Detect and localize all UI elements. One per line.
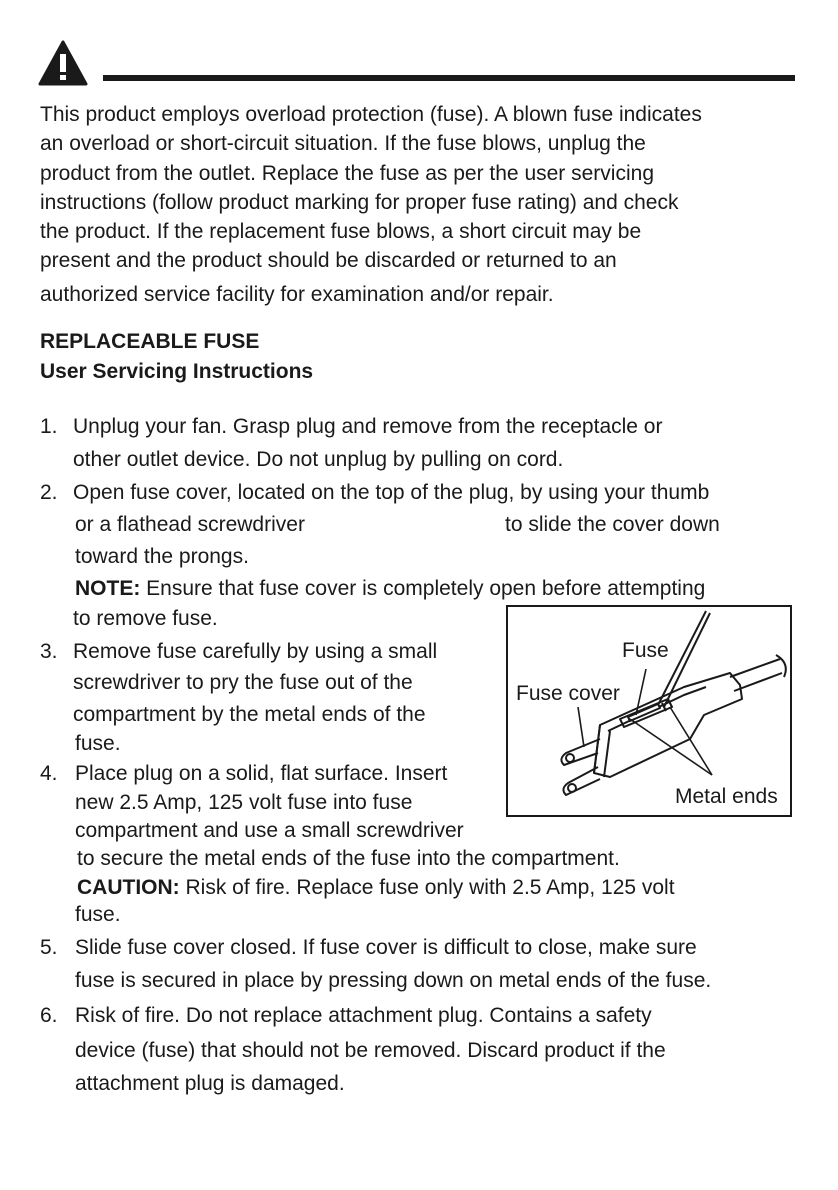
step-text: screwdriver to pry the fuse out of the bbox=[73, 671, 413, 694]
intro-line: an overload or short-circuit situation. If the fuse blows, unplug the bbox=[40, 132, 646, 156]
step-text: other outlet device. Do not unplug by pulling on cord. bbox=[73, 448, 564, 471]
step-text: fuse is secured in place by pressing down on metal ends of the fuse. bbox=[75, 969, 712, 992]
step-number: 1. bbox=[40, 415, 58, 438]
step-text: device (fuse) that should not be removed. Discard product if the bbox=[75, 1039, 666, 1062]
step-text: Risk of fire. Do not replace attachment plug. Contains a safety bbox=[75, 1004, 652, 1027]
step-text: Remove fuse carefully by using a small bbox=[73, 640, 438, 663]
step-text: Slide fuse cover closed. If fuse cover is difficult to close, make sure bbox=[75, 936, 697, 959]
step-number: 3. bbox=[40, 640, 58, 663]
section-subtitle: User Servicing Instructions bbox=[40, 360, 314, 383]
intro-line: product from the outlet. Replace the fuse as per the user servicing bbox=[40, 161, 654, 185]
step-text: Open fuse cover, located on the top of the plug, by using your thumb bbox=[73, 481, 710, 504]
intro-paragraph bbox=[40, 100, 810, 309]
intro-line: instructions (follow product marking for proper fuse rating) and check bbox=[40, 190, 679, 214]
step-number: 2. bbox=[40, 481, 58, 504]
step-number: 5. bbox=[40, 936, 58, 959]
caution-label: CAUTION: bbox=[77, 876, 180, 899]
step-text: attachment plug is damaged. bbox=[75, 1072, 345, 1095]
step-text: to secure the metal ends of the fuse into the compartment. bbox=[77, 847, 620, 870]
note-text: Ensure that fuse cover is completely open before attempting bbox=[140, 577, 706, 600]
step-text: compartment by the metal ends of the bbox=[73, 703, 426, 726]
note-line bbox=[75, 576, 705, 602]
metal-ends-label: Metal ends bbox=[675, 785, 778, 808]
header-rule bbox=[103, 75, 795, 81]
caution-text: Risk of fire. Replace fuse only with 2.5 Amp, 125 volt bbox=[179, 876, 675, 899]
intro-line: the product. If the replacement fuse blows, a short circuit may be bbox=[40, 220, 642, 244]
step-text: compartment and use a small screwdriver bbox=[75, 819, 464, 842]
step-text: new 2.5 Amp, 125 volt fuse into fuse bbox=[75, 791, 413, 814]
intro-line: authorized service facility for examination and/or repair. bbox=[40, 282, 554, 306]
plug-diagram bbox=[506, 605, 792, 817]
step-text: to slide the cover down bbox=[505, 513, 720, 536]
step-text: Place plug on a solid, flat surface. Insert bbox=[75, 762, 448, 785]
fuse-cover-label: Fuse cover bbox=[516, 682, 620, 705]
step-text: fuse. bbox=[75, 732, 121, 755]
step-text: or a flathead screwdriver bbox=[75, 513, 305, 536]
intro-line: present and the product should be discarded or returned to an bbox=[40, 249, 617, 273]
step-text: Unplug your fan. Grasp plug and remove from the receptacle or bbox=[73, 415, 663, 438]
warning-icon bbox=[38, 40, 88, 86]
caution-line bbox=[77, 875, 675, 901]
step-text: to remove fuse. bbox=[73, 607, 218, 630]
step-number: 4. bbox=[40, 762, 58, 785]
note-label: NOTE: bbox=[75, 577, 141, 600]
fuse-label: Fuse bbox=[622, 639, 669, 662]
step-number: 6. bbox=[40, 1004, 58, 1027]
step-text: toward the prongs. bbox=[75, 545, 249, 568]
intro-line: This product employs overload protection (fuse). A blown fuse indicates bbox=[40, 103, 702, 126]
step-text: fuse. bbox=[75, 903, 121, 926]
section-title: REPLACEABLE FUSE bbox=[40, 330, 260, 353]
